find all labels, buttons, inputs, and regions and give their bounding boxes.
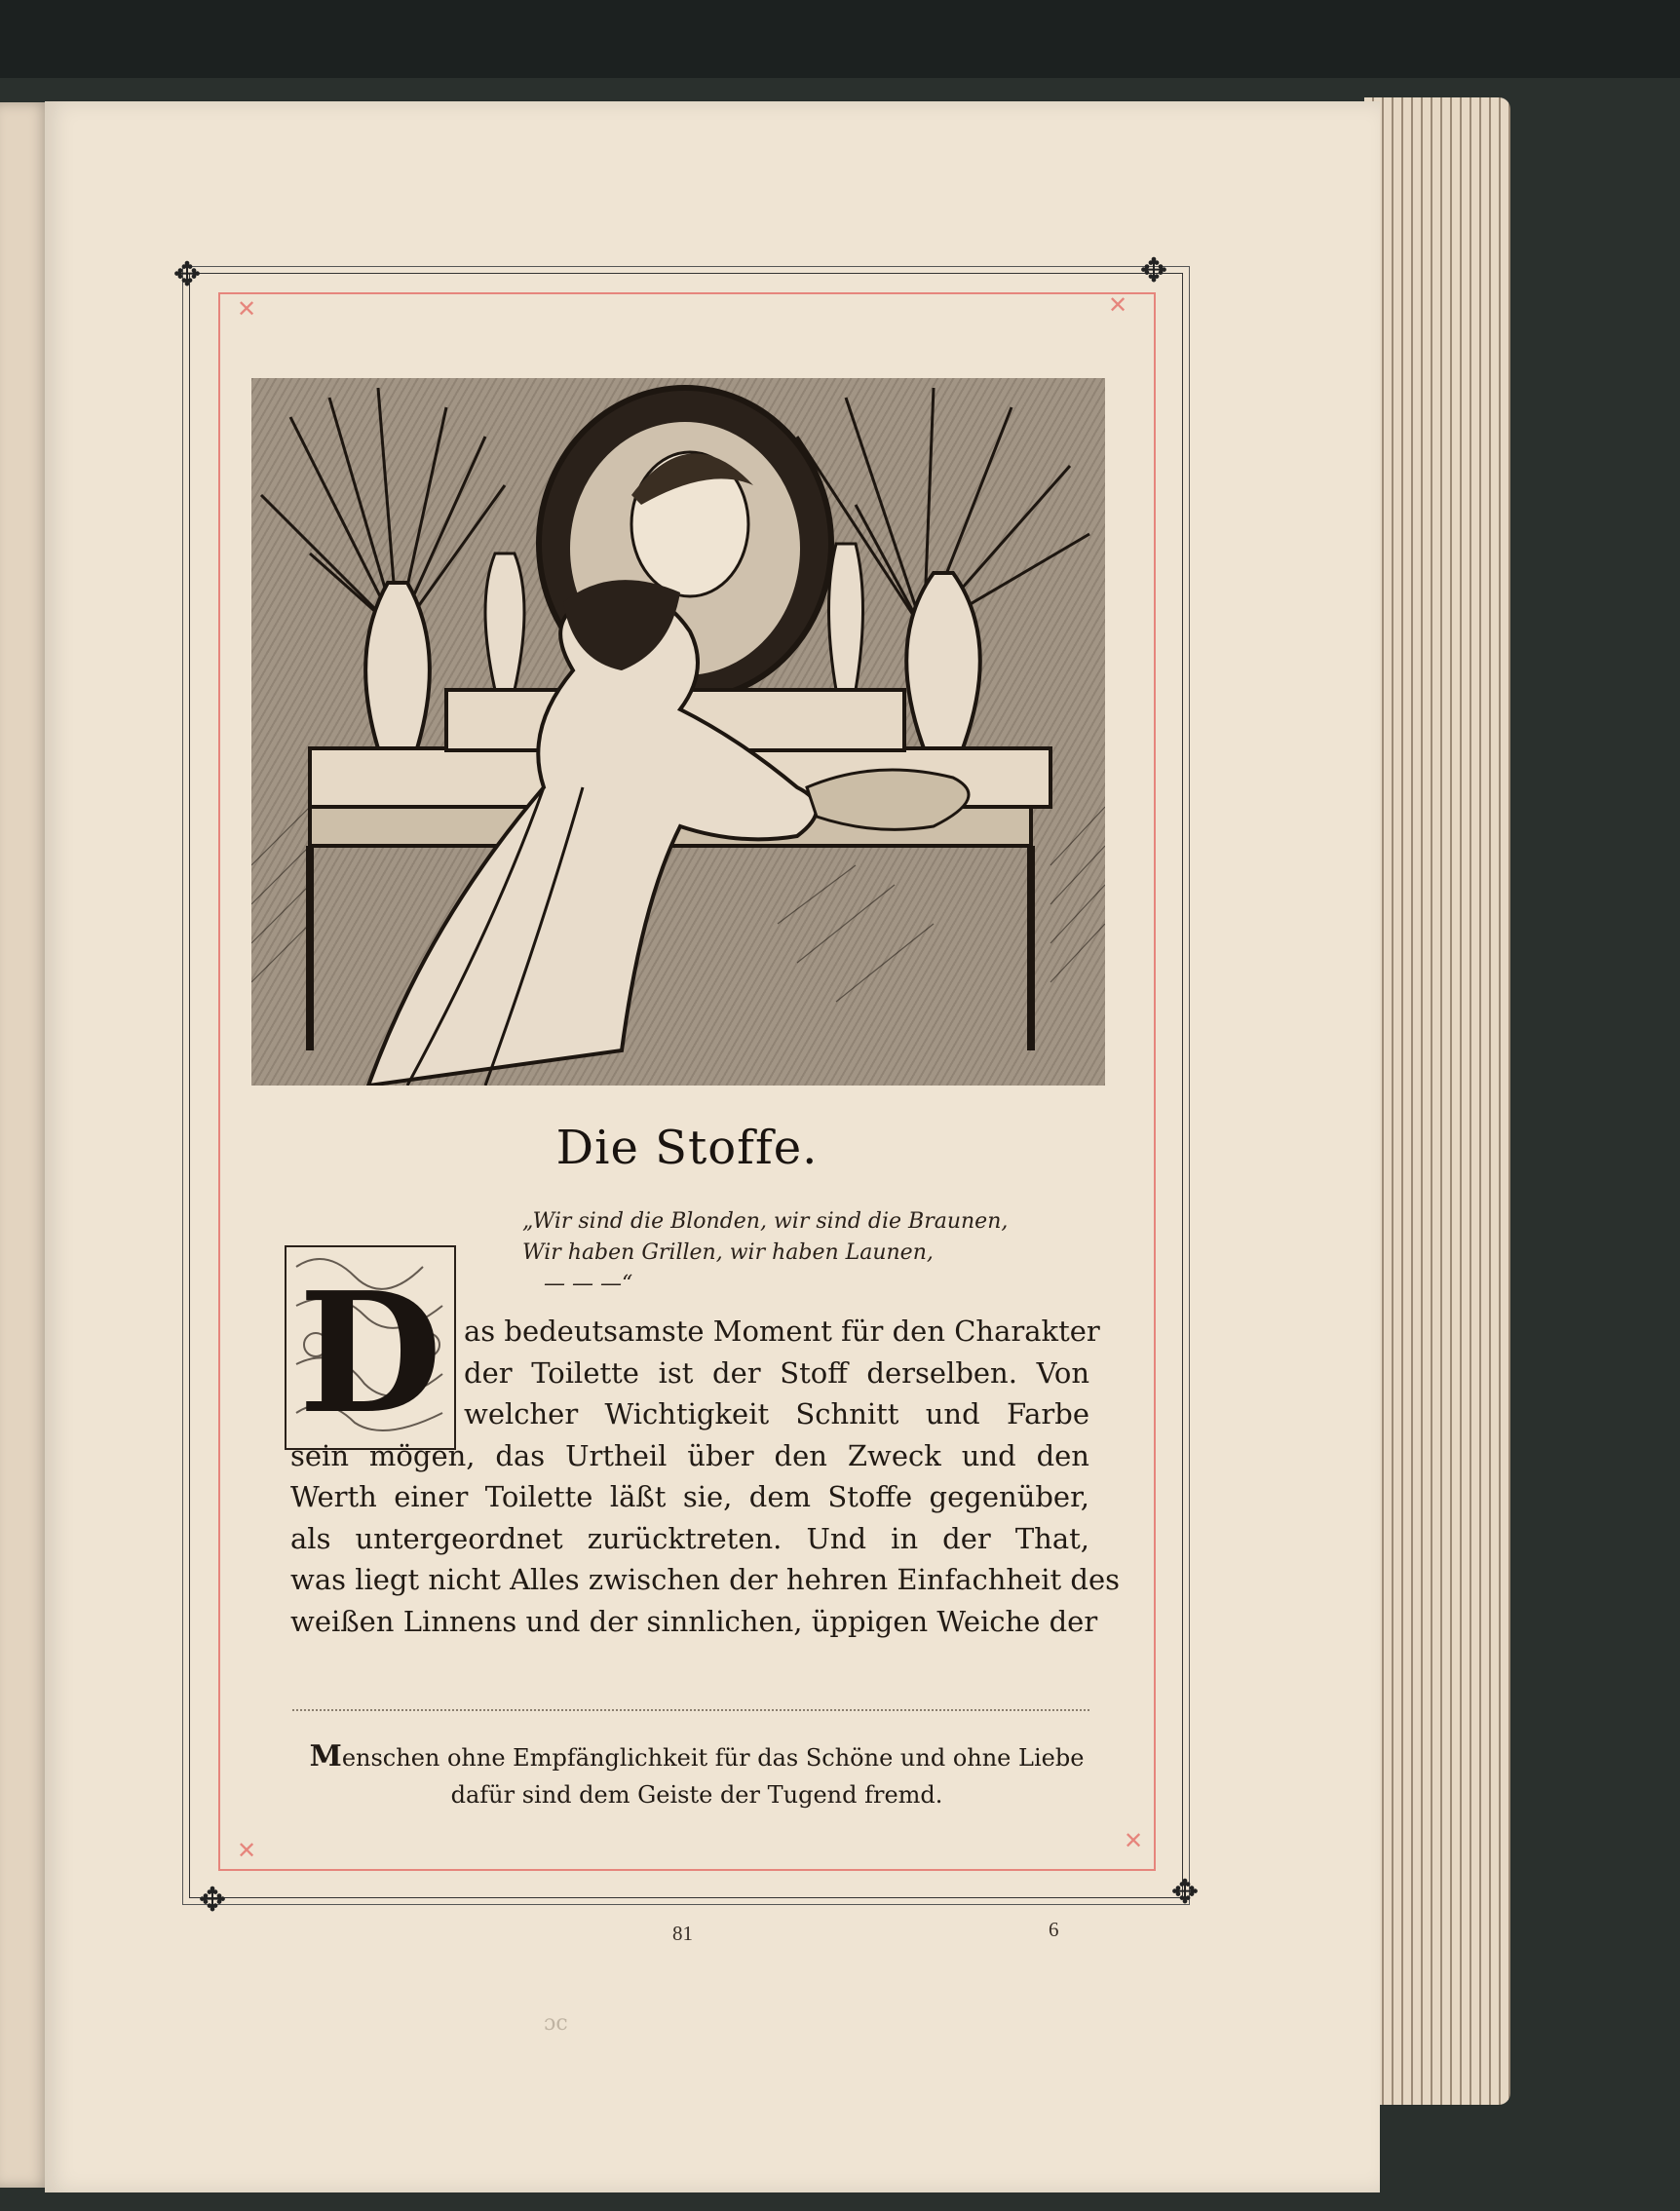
- corner-ornament-icon: ✥: [172, 255, 202, 294]
- corner-ornament-icon: ✥: [1139, 251, 1168, 290]
- x-mark-icon: ✕: [1123, 1827, 1144, 1854]
- page-number: 81: [672, 1922, 693, 1945]
- engraving-illustration: [251, 378, 1105, 1086]
- x-mark-icon: ✕: [236, 295, 257, 323]
- dotted-divider: [292, 1709, 1089, 1711]
- text-line: der Toilette ist der Stoff derselben. Von: [464, 1355, 1089, 1390]
- left-page-edge: [0, 102, 51, 2188]
- x-mark-icon: ✕: [1107, 291, 1128, 319]
- text-line: as bedeutsamste Moment für den Charakter: [464, 1315, 1100, 1348]
- illustration-drawing: [251, 378, 1105, 1086]
- initial-letter: D: [298, 1256, 442, 1448]
- verse-line: Wir haben Grillen, wir haben Launen,: [522, 1240, 934, 1265]
- text-line: sein mögen, das Urtheil über den Zweck und den: [290, 1438, 1089, 1472]
- body-paragraph: [290, 1311, 1120, 1642]
- page-edges: [1364, 97, 1510, 2105]
- text-line: weißen Linnens und der sinnlichen, üppigen Weiche der: [290, 1604, 1098, 1638]
- text-line: welcher Wichtigkeit Schnitt und Farbe: [464, 1397, 1089, 1430]
- text-line: als untergeordnet zurücktreten. Und in der That,: [290, 1521, 1089, 1555]
- verse-line: „Wir sind die Blonden, wir sind die Braunen,: [522, 1209, 1009, 1234]
- text-line: Werth einer Toilette läßt sie, dem Stoffe gegenüber,: [290, 1480, 1089, 1513]
- corner-ornament-icon: ✥: [198, 1881, 227, 1920]
- epigraph-verse: [522, 1206, 1088, 1300]
- maxim-text: [292, 1738, 1101, 1813]
- ink-smudge: ɔc: [544, 2011, 568, 2036]
- verse-line: — — —“: [544, 1272, 633, 1296]
- maxim-line-rest: enschen ohne Empfänglichkeit für das Schöne und ohne Liebe: [341, 1744, 1085, 1772]
- maxim-line: dafür sind dem Geiste der Tugend fremd.: [450, 1781, 943, 1809]
- page-title: Die Stoffe.: [555, 1121, 819, 1175]
- signature-mark: 6: [1049, 1918, 1059, 1941]
- x-mark-icon: ✕: [236, 1837, 257, 1864]
- maxim-line: [292, 1738, 1101, 1776]
- text-line: was liegt nicht Alles zwischen der hehren Einfachheit des: [290, 1563, 1120, 1596]
- corner-ornament-icon: ✥: [1170, 1873, 1200, 1912]
- maxim-initial: M: [309, 1739, 342, 1773]
